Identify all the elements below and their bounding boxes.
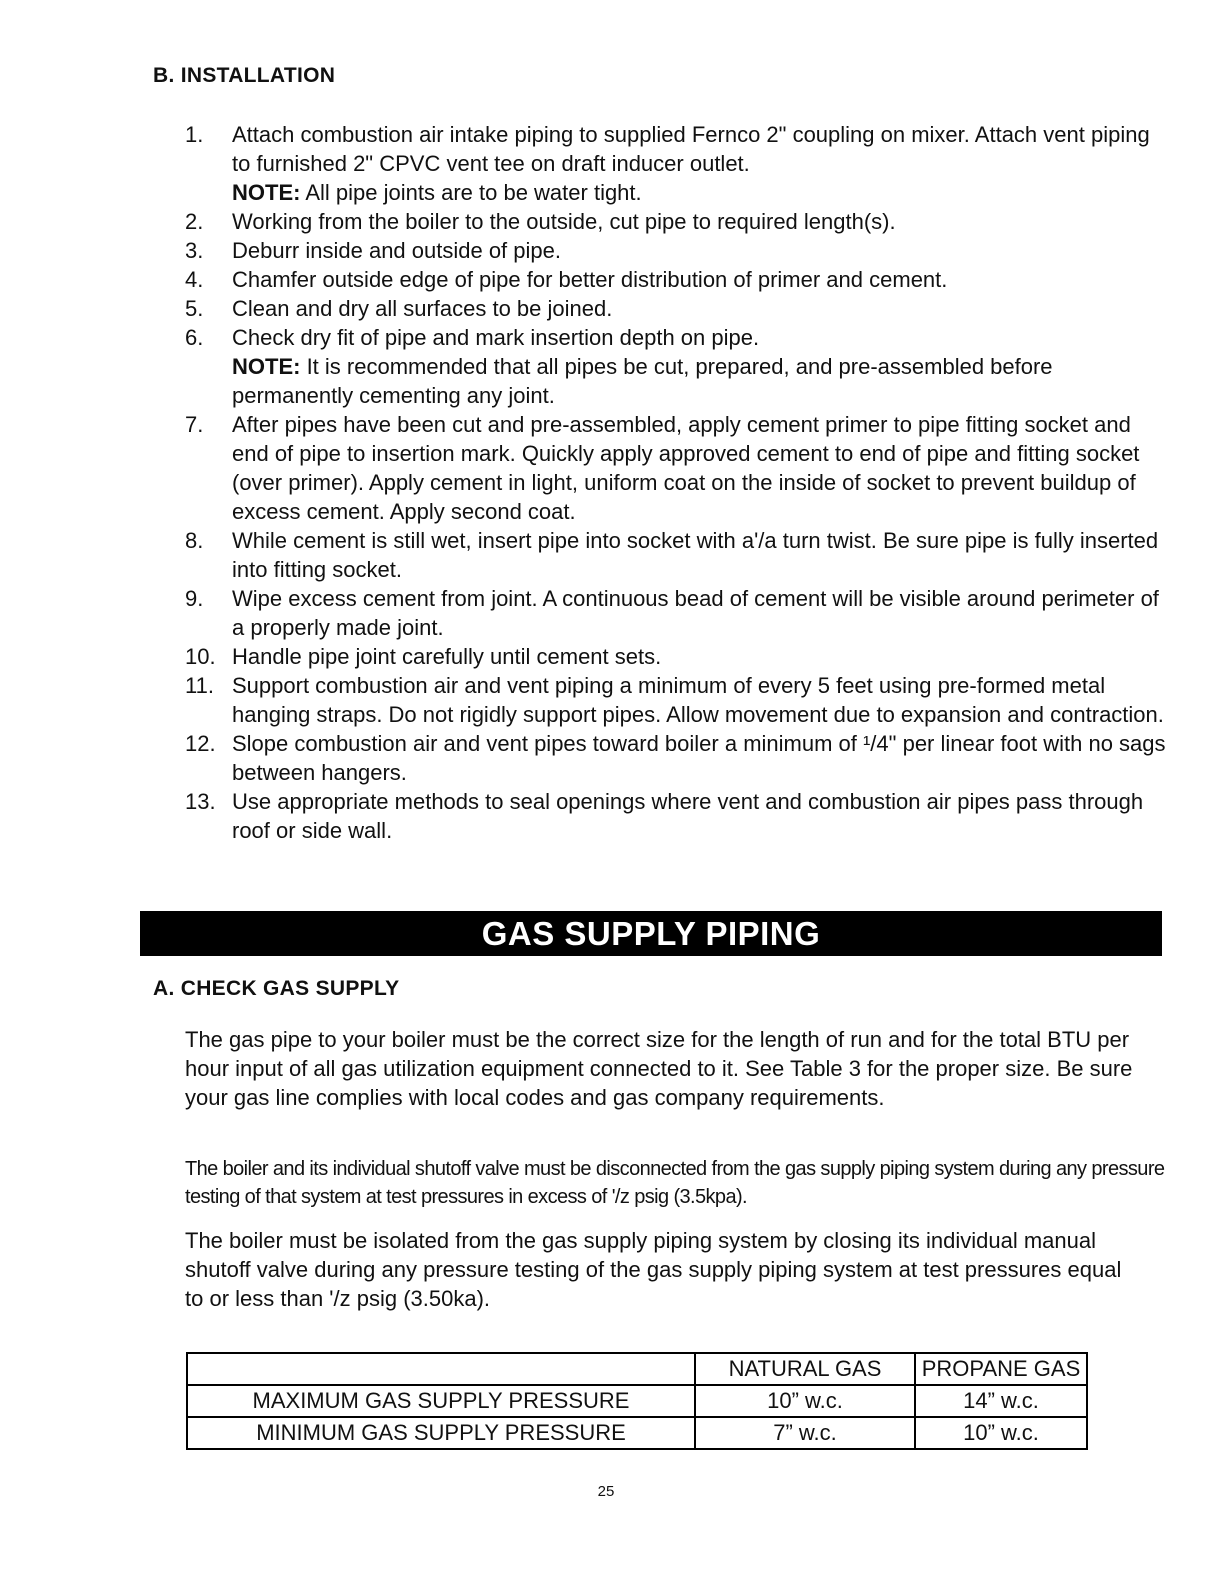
section-banner: GAS SUPPLY PIPING <box>140 911 1162 956</box>
step-number: 3. <box>185 238 204 263</box>
page-number: 25 <box>597 1483 615 1500</box>
note-text: All pipe joints are to be water tight. <box>300 180 642 205</box>
table-cell: MAXIMUM GAS SUPPLY PRESSURE <box>187 1385 695 1417</box>
step-number: 2. <box>185 209 204 234</box>
installation-heading: B. INSTALLATION <box>153 64 336 87</box>
step-text: Wipe excess cement from joint. A continuous bead of cement will be visible around perimeter of a properly made joint. <box>232 586 1159 640</box>
table-cell: 10” w.c. <box>695 1385 915 1417</box>
list-item <box>185 526 1170 584</box>
table-cell: 14” w.c. <box>915 1385 1087 1417</box>
list-item <box>185 236 1170 265</box>
step-number: 4. <box>185 267 204 292</box>
step-text: Slope combustion air and vent pipes toward boiler a minimum of ¹/4" per linear foot with no sags between hangers. <box>232 731 1166 785</box>
step-text: After pipes have been cut and pre-assembled, apply cement primer to pipe fitting socket and end of pipe to insertion mark. Quickly apply approved cement to end of pipe and fitting socket (over primer). Apply cement in light, uniform coat on the inside of socket to prevent buildup of excess cement. Apply second coat. <box>232 412 1140 524</box>
paragraph-disconnect-warning: The boiler and its individual shutoff valve must be disconnected from the gas supply piping system during any pressure testing of that system at test pressures in excess of '/z psig (3.5kpa). <box>185 1158 1165 1208</box>
step-number: 9. <box>185 586 204 611</box>
list-item <box>185 323 1170 410</box>
note-label: NOTE: <box>232 354 301 379</box>
list-item <box>185 729 1170 787</box>
step-number: 12. <box>185 731 216 756</box>
step-text: Use appropriate methods to seal openings where vent and combustion air pipes pass through roof or side wall. <box>232 789 1144 843</box>
step-number: 6. <box>185 325 204 350</box>
note-text: It is recommended that all pipes be cut, prepared, and pre-assembled before permanently cementing any joint. <box>232 354 1053 408</box>
step-text: Handle pipe joint carefully until cement sets. <box>232 644 662 669</box>
step-number: 1. <box>185 122 204 147</box>
table-cell: 10” w.c. <box>915 1417 1087 1449</box>
list-item <box>185 787 1170 845</box>
step-text: Chamfer outside edge of pipe for better distribution of primer and cement. <box>232 267 948 292</box>
list-item <box>185 642 1170 671</box>
step-text: Clean and dry all surfaces to be joined. <box>232 296 613 321</box>
list-item <box>185 584 1170 642</box>
table-header-cell <box>187 1353 695 1385</box>
step-text: Attach combustion air intake piping to supplied Fernco 2" coupling on mixer. Attach vent piping to furnished 2" CPVC vent tee on draft inducer outlet. <box>232 122 1150 176</box>
step-text: Deburr inside and outside of pipe. <box>232 238 561 263</box>
installation-steps <box>185 120 1170 845</box>
step-number: 11. <box>185 673 214 698</box>
check-gas-heading: A. CHECK GAS SUPPLY <box>153 977 400 1000</box>
table-cell: MINIMUM GAS SUPPLY PRESSURE <box>187 1417 695 1449</box>
step-text: Working from the boiler to the outside, cut pipe to required length(s). <box>232 209 896 234</box>
table-cell: 7” w.c. <box>695 1417 915 1449</box>
list-item <box>185 265 1170 294</box>
step-text: Support combustion air and vent piping a minimum of every 5 feet using pre-formed metal hanging straps. Do not rigidly support pipes. Allow movement due to expansion and contraction. <box>232 673 1164 727</box>
step-text: Check dry fit of pipe and mark insertion depth on pipe. <box>232 325 760 350</box>
table-row <box>187 1417 1087 1449</box>
list-item <box>185 410 1170 526</box>
step-number: 7. <box>185 412 204 437</box>
table-row <box>187 1385 1087 1417</box>
step-number: 13. <box>185 789 216 814</box>
step-number: 8. <box>185 528 204 553</box>
list-item <box>185 120 1170 207</box>
gas-pressure-table <box>186 1352 1088 1450</box>
note-label: NOTE: <box>232 180 301 205</box>
step-number: 5. <box>185 296 204 321</box>
step-number: 10. <box>185 644 216 669</box>
list-item <box>185 294 1170 323</box>
list-item <box>185 671 1170 729</box>
step-text: While cement is still wet, insert pipe into socket with a'/a turn twist. Be sure pipe is fully inserted into fitting socket. <box>232 528 1159 582</box>
paragraph-gas-pipe-size: The gas pipe to your boiler must be the correct size for the length of run and for the total BTU per hour input of all gas utilization equipment connected to it. See Table 3 for the proper size. Be sure your gas line complies with local codes and gas company requirements. <box>185 1027 1133 1110</box>
paragraph-isolate-warning: The boiler must be isolated from the gas supply piping system by closing its individual manual shutoff valve during any pressure testing of the gas supply piping system at test pressures equal to or less than '/z psig (3.50ka). <box>185 1228 1122 1311</box>
table-header-row <box>187 1353 1087 1385</box>
table-header-cell: NATURAL GAS <box>695 1353 915 1385</box>
table-header-cell: PROPANE GAS <box>915 1353 1087 1385</box>
list-item <box>185 207 1170 236</box>
